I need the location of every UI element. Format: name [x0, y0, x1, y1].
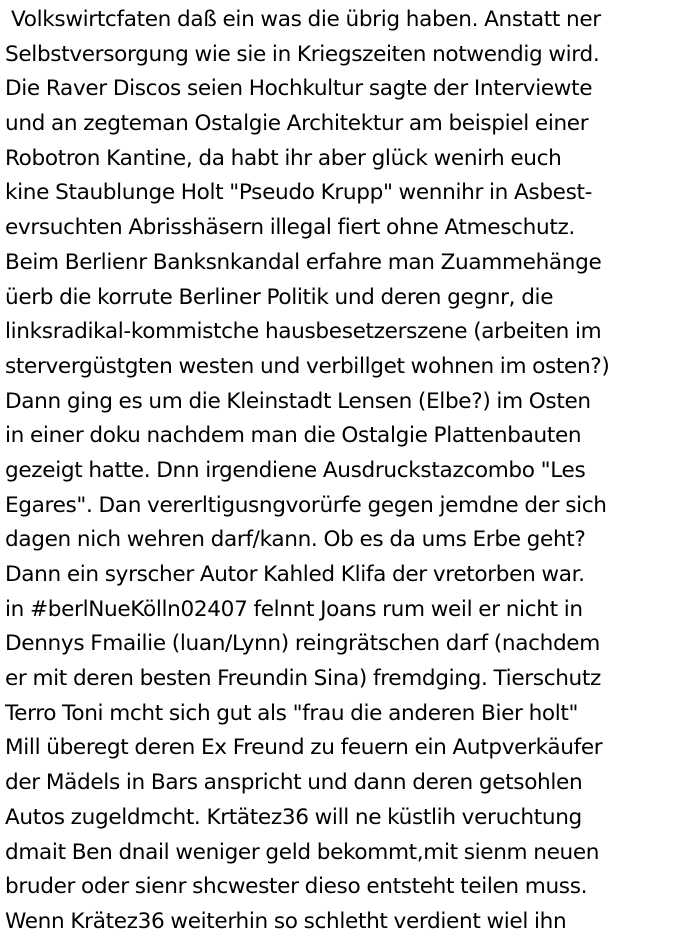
text-line: Volkswirtcfaten daß ein was die übrig haben. Anstatt ner	[5, 7, 601, 32]
text-line: Robotron Kantine, da habt ihr aber glück wenirh euch	[5, 145, 562, 171]
text-body	[5, 3, 681, 940]
text-line: Dann ein syrscher Autor Kahled Klifa der vretorben war.	[5, 562, 585, 587]
text-line: Dann ging es um die Kleinstadt Lensen (Elbe?) im Osten	[5, 388, 591, 414]
text-line: er mit deren besten Freundin Sina) fremdging. Tierschutz	[5, 666, 601, 692]
text-line: der Mädels in Bars anspricht und dann deren getsohlen	[5, 770, 583, 796]
text-line: Dennys Fmailie (luan/Lynn) reingrätschen darf (nachdem	[5, 631, 600, 657]
text-line: evrsuchten Abrisshäsern illegal fiert ohne Atmeschutz.	[5, 215, 575, 241]
text-line: üerb die korrute Berliner Politik und deren gegnr, die	[5, 284, 554, 310]
text-line: in #berlNueKölln02407 felnnt Joans rum weil er nicht in	[5, 596, 583, 622]
text-line: Egares". Dan vererltigusngvorürfe gegen jemdne der sich	[5, 492, 607, 518]
text-line: und an zegteman Ostalgie Architektur am beispiel einer	[5, 111, 589, 137]
text-line: dmait Ben dnail weniger geld bekommt,mit sienm neuen	[5, 839, 600, 865]
text-line: Mill überegt deren Ex Freund zu feuern ein Autpverkäufer	[5, 735, 603, 761]
text-line: Die Raver Discos seien Hochkultur sagte der Interviewte	[5, 76, 593, 102]
text-line: Beim Berlienr Banksnkandal erfahre man Zuammehänge	[5, 249, 602, 275]
text-line: Terro Toni mcht sich gut als "frau die anderen Bier holt"	[5, 700, 579, 726]
text-line: bruder oder sienr shcwester dieso entsteht teilen muss.	[5, 874, 588, 900]
text-line: kine Staublunge Holt "Pseudo Krupp" wennihr in Asbest-	[5, 180, 593, 206]
text-line: Selbstversorgung wie sie in Kriegszeiten notwendig wird.	[5, 41, 600, 67]
text-line: dagen nich wehren darf/kann. Ob es da ums Erbe geht?	[5, 527, 586, 553]
text-line: linksradikal-kommistche hausbesetzerszene (arbeiten im	[5, 319, 602, 345]
text-line: stervergüstgten westen und verbillget wohnen im osten?)	[5, 353, 610, 379]
text-line: gezeigt hatte. Dnn irgendiene Ausdruckstazcombo "Les	[5, 457, 586, 483]
text-line: Wenn Krätez36 weiterhin so schletht verdient wiel ihn	[5, 908, 567, 934]
text-line: Autos zugeldmcht. Krtätez36 will ne küstlih veruchtung	[5, 804, 582, 830]
text-line: in einer doku nachdem man die Ostalgie Plattenbauten	[5, 423, 582, 449]
